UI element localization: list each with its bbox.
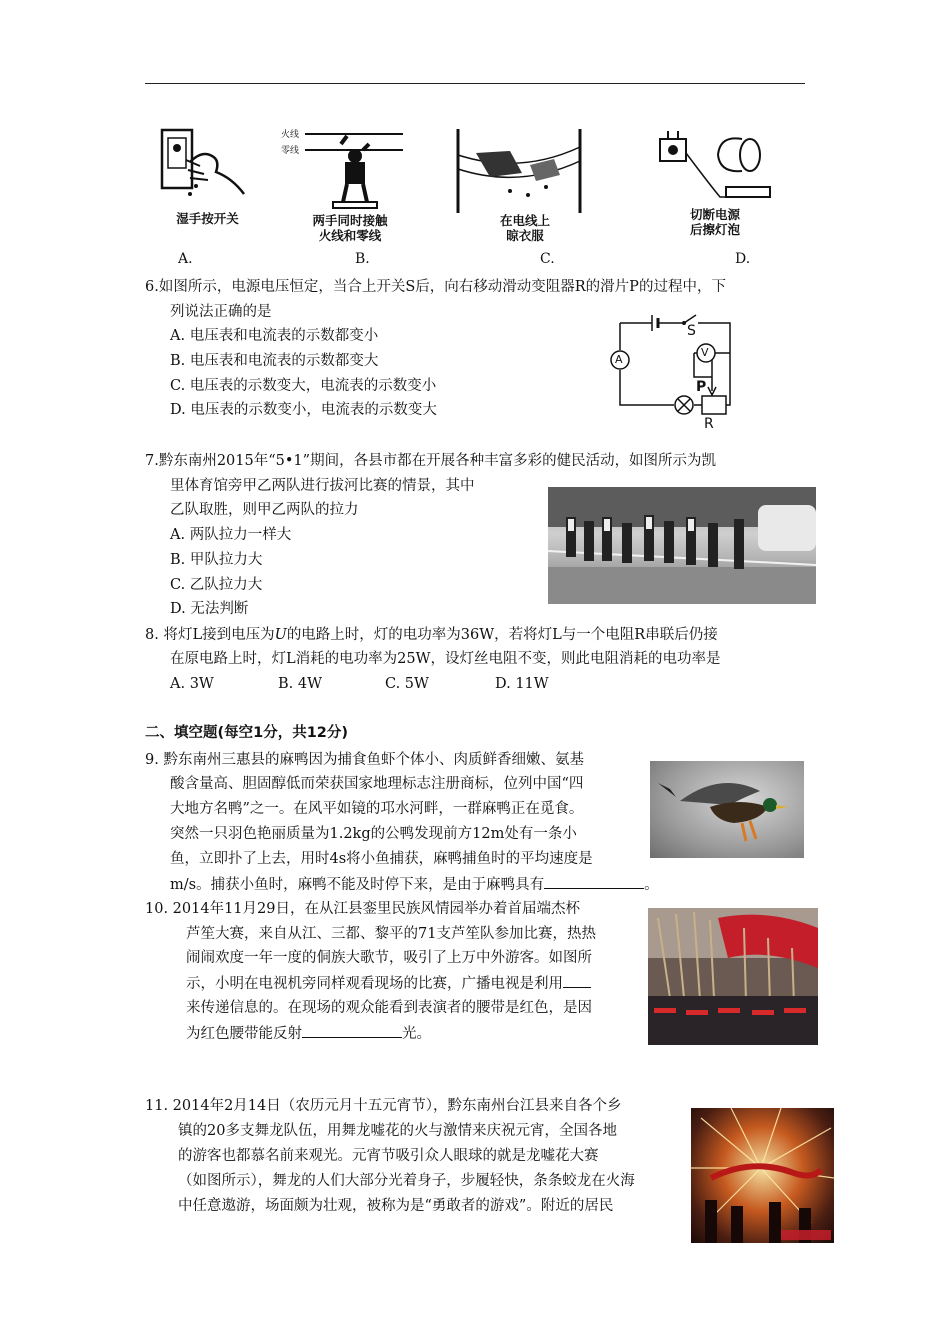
option-label-a: A.: [178, 251, 193, 267]
q9-line-6: [170, 874, 659, 895]
dragon-fireworks-photo: [691, 1108, 834, 1243]
q7-stem-line-3: 乙队取胜，则甲乙两队的拉力: [170, 502, 359, 518]
q8-option-c: C. 5W: [385, 676, 429, 692]
q7-option-d: D. 无法判断: [170, 601, 249, 617]
duck-photo: [650, 761, 804, 858]
clothes-on-wire-illustration: [450, 125, 590, 213]
slider-label: P: [696, 379, 707, 395]
q9-line-6-end: 。: [644, 877, 659, 893]
q6-option-a: A. 电压表和电流表的示数都变小: [170, 328, 379, 344]
switch-label: S: [687, 323, 696, 339]
option-label-b: B.: [355, 251, 370, 267]
q7-stem-line-2: 里体育馆旁甲乙两队进行拔河比赛的情景，其中: [170, 478, 475, 494]
q10-line-5: 来传递信息的。在现场的观众能看到表演者的腰带是红色，是因: [186, 1000, 592, 1016]
q11-line-1: 11. 2014年2月14日（农历元月十五元宵节），黔东南州台江县来自各个乡: [145, 1098, 622, 1114]
q11-line-3: 的游客也都慕名前来观光。元宵节吸引众人眼球的就是龙嘘花大赛: [178, 1148, 599, 1164]
q10-line-3: 闹闹欢度一年一度的侗族大歌节，吸引了上万中外游客。如图所: [186, 950, 592, 966]
q6-circuit-diagram: [598, 305, 748, 435]
q7-option-a: A. 两队拉力一样大: [170, 527, 292, 543]
q10-line-1: 10. 2014年11月29日，在从江县銮里民族风情园举办着首届端杰杯: [145, 901, 580, 917]
illustration-caption-c: 在电线上 晾衣服: [499, 213, 550, 243]
zero-wire-label: 零线: [281, 146, 300, 156]
q9-answer-blank[interactable]: [544, 874, 644, 889]
q9-line-6-text: m/s。捕获小鱼时，麻鸭不能及时停下来，是由于麻鸭具有: [170, 877, 545, 893]
option-label-c: C.: [540, 251, 555, 267]
q6-option-b: B. 电压表和电流表的示数都变大: [170, 353, 379, 369]
q11-line-5: 中任意遨游，场面颇为壮观，被称为是“勇敢者的游戏”。附近的居民: [178, 1198, 614, 1214]
q6-stem-line-1: 6.如图所示，电源电压恒定，当合上开关S后，向右移动滑动变阻器R的滑片P的过程中，下: [145, 279, 726, 295]
q7-stem-line-1: 7.黔东南州2015年“5•1”期间，各县市都在开展各种丰富多彩的健民活动，如图所示为凯: [145, 453, 717, 469]
unplugged-lamp-illustration: [650, 125, 780, 205]
voltmeter-label: V: [701, 346, 709, 359]
ammeter-label: A: [615, 353, 623, 366]
illustration-caption-d: 切断电源 后擦灯泡: [689, 207, 740, 237]
q8-stem-line-2: 在原电路上时，灯L消耗的电功率为25W，设灯丝电阻不变，则此电阻消耗的电功率是: [170, 651, 721, 667]
q6-stem-line-2: 列说法正确的是: [170, 304, 272, 320]
illustration-caption-b: 两手同时接触 火线和零线: [312, 213, 388, 243]
q11-line-2: 镇的20多支舞龙队伍，用舞龙嘘花的火与激情来庆祝元宵，全国各地: [178, 1123, 617, 1139]
option-label-d: D.: [735, 251, 751, 267]
q10-line-6-text: 为红色腰带能反射: [186, 1026, 302, 1042]
q8-option-a: A. 3W: [170, 676, 214, 692]
q10-line-4: [186, 973, 591, 994]
q9-line-1: 9. 黔东南州三惠县的麻鸭因为捕食鱼虾个体小、肉质鲜香细嫩、氨基: [145, 752, 584, 768]
q10-answer-blank-2[interactable]: [302, 1023, 402, 1038]
resistor-label: R: [704, 416, 714, 432]
tug-of-war-photo: [548, 487, 816, 604]
q10-line-4-text: 示，小明在电视机旁同样观看现场的比赛，广播电视是利用: [186, 976, 563, 992]
fire-wire-label: 火线: [281, 130, 300, 140]
q6-option-c: C. 电压表的示数变大，电流表的示数变小: [170, 378, 437, 394]
q10-line-6-end: 光。: [402, 1026, 431, 1042]
q8-option-b: B. 4W: [278, 676, 323, 692]
q8-stem-part-2: 的电路上时，灯的电功率为36W，若将灯L与一个电阻R串联后仍接: [286, 627, 718, 643]
q10-line-6: [186, 1023, 431, 1044]
q9-line-4: 突然一只羽色艳丽质量为1.2kg的公鸭发现前方12m处有一条小: [170, 826, 577, 842]
q7-option-c: C. 乙队拉力大: [170, 577, 263, 593]
q9-line-5: 鱼，立即扑了上去，用时4s将小鱼捕获，麻鸭捕鱼时的平均速度是: [170, 851, 593, 867]
q8-stem-line-1: [145, 625, 718, 645]
q8-voltage-symbol: U: [274, 627, 287, 643]
q7-option-b: B. 甲队拉力大: [170, 552, 263, 568]
wet-hand-switch-illustration: [150, 120, 260, 210]
q9-line-2: 酸含量高、胆固醇低而荣获国家地理标志注册商标，位列中国“四: [170, 776, 584, 792]
header-rule: [145, 83, 805, 84]
section-2-title: 二、填空题(每空1分，共12分): [145, 725, 349, 741]
q11-line-4: （如图所示），舞龙的人们大部分光着身子，步履轻快，条条蛟龙在火海: [178, 1173, 635, 1189]
q10-answer-blank-1[interactable]: [563, 973, 591, 988]
q8-option-d: D. 11W: [495, 676, 549, 692]
q8-stem-part-1: 8. 将灯L接到电压为: [145, 627, 275, 643]
illustration-caption-a: 湿手按开关: [176, 211, 239, 226]
q10-line-2: 芦笙大赛，来自从江、三都、黎平的71支芦笙队参加比赛，热热: [186, 926, 596, 942]
q9-line-3: 大地方名鸭”之一。在风平如镜的邛水河畔，一群麻鸭正在觅食。: [170, 801, 584, 817]
lusheng-performance-photo: [648, 908, 818, 1045]
q6-option-d: D. 电压表的示数变小，电流表的示数变大: [170, 402, 437, 418]
